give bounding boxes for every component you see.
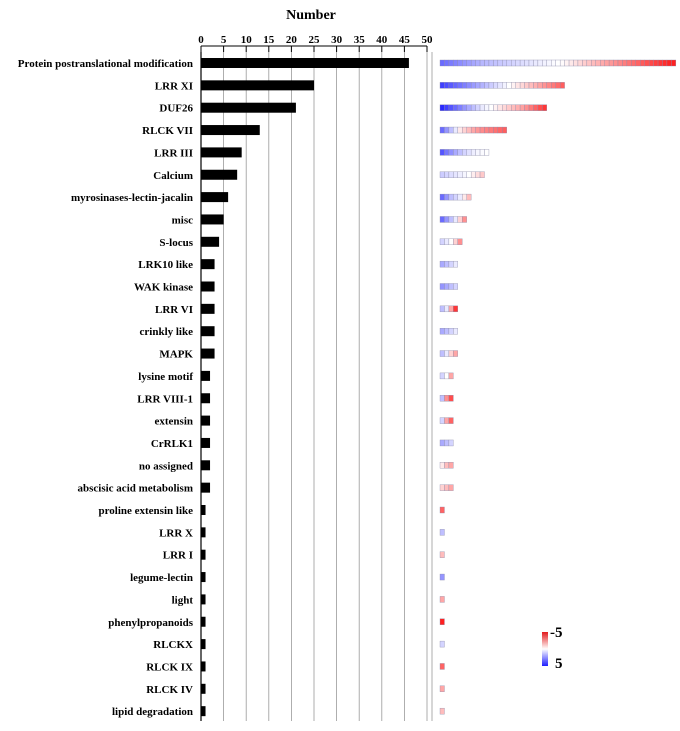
heatmap-cell (444, 60, 448, 66)
heatmap-cell (627, 60, 631, 66)
heatmap-cell (440, 507, 444, 513)
heatmap-cell (449, 462, 453, 468)
x-tick-label: 0 (198, 34, 204, 46)
x-tick-label: 30 (331, 34, 343, 46)
heatmap-cell (516, 105, 520, 111)
heatmap-cell (574, 60, 578, 66)
category-label: S-locus (159, 236, 193, 249)
heatmap-cell (467, 105, 471, 111)
heatmap-cell (462, 216, 466, 222)
x-tick-label: 45 (398, 34, 410, 46)
heatmap-cell (476, 82, 480, 88)
heatmap-cell (462, 194, 466, 200)
bar (201, 80, 314, 90)
heatmap-cell (471, 60, 475, 66)
heatmap-cell (480, 127, 484, 133)
heatmap-cell (485, 60, 489, 66)
x-tick-label: 50 (421, 34, 433, 46)
heatmap-cell (440, 395, 444, 401)
bar (201, 483, 210, 493)
heatmap-cell (542, 60, 546, 66)
heatmap-cell (622, 60, 626, 66)
heatmap-cell (440, 216, 444, 222)
heatmap-cell (609, 60, 613, 66)
category-label: no assigned (138, 460, 193, 473)
heatmap-cell (453, 149, 457, 155)
legend-label-low: 5 (555, 656, 563, 672)
heatmap-cell (458, 149, 462, 155)
heatmap-cell (462, 60, 466, 66)
heatmap-cell (520, 105, 524, 111)
heatmap-cell (440, 708, 444, 714)
heatmap-cell (467, 60, 471, 66)
heatmap-cell (511, 82, 515, 88)
heatmap-cell (462, 149, 466, 155)
heatmap-cell (440, 552, 444, 558)
heatmap-cell (444, 149, 448, 155)
heatmap-cell (449, 485, 453, 491)
category-label: crinkly like (139, 326, 193, 339)
heatmap-cell (511, 60, 515, 66)
heatmap-cell (480, 172, 484, 178)
heatmap-cell (444, 261, 448, 267)
heatmap-cell (462, 82, 466, 88)
x-tick-label: 20 (285, 34, 297, 46)
heatmap-cell (449, 373, 453, 379)
heatmap-cell (493, 105, 497, 111)
heatmap-cell (440, 105, 444, 111)
heatmap-cell (658, 60, 662, 66)
heatmap-cell (493, 82, 497, 88)
bar (201, 259, 215, 269)
heatmap-cell (485, 82, 489, 88)
heatmap-cell (444, 194, 448, 200)
heatmap-cell (449, 194, 453, 200)
chart-title: Number (286, 8, 336, 23)
bar (201, 282, 215, 292)
heatmap-cell (476, 172, 480, 178)
heatmap-cell (444, 216, 448, 222)
heatmap-cell (449, 328, 453, 334)
heatmap-cell (467, 172, 471, 178)
heatmap-cell (529, 82, 533, 88)
heatmap-cell (480, 105, 484, 111)
heatmap-cell (489, 105, 493, 111)
legend-label-high: -5 (550, 625, 563, 641)
heatmap-cell (444, 351, 448, 357)
x-axis-ticks (198, 34, 433, 52)
category-label: RLCKX (153, 639, 193, 652)
category-label: light (171, 594, 193, 607)
category-label: WAK kinase (134, 281, 193, 294)
heatmap-cell (462, 127, 466, 133)
heatmap-cell (444, 239, 448, 245)
bars (201, 58, 409, 716)
heatmap-cell (440, 149, 444, 155)
category-label: misc (171, 214, 193, 227)
heatmap-cell (458, 194, 462, 200)
heatmap-cell (449, 261, 453, 267)
heatmap-cell (476, 149, 480, 155)
heatmap-cell (502, 60, 506, 66)
bar (201, 326, 215, 336)
heatmap-cell (440, 574, 444, 580)
heatmap-cell (502, 127, 506, 133)
heatmap-cell (542, 82, 546, 88)
heatmap-cell (458, 216, 462, 222)
heatmap-cell (440, 663, 444, 669)
heatmap-cell (458, 127, 462, 133)
heatmap-cell (449, 306, 453, 312)
bar (201, 170, 237, 180)
heatmap-cell (440, 60, 444, 66)
category-label: abscisic acid metabolism (77, 482, 193, 495)
heatmap-cell (565, 60, 569, 66)
heatmap-cell (458, 82, 462, 88)
heatmap-cell (542, 105, 546, 111)
category-label: myrosinases-lectin-jacalin (70, 192, 193, 205)
heatmap-cell (631, 60, 635, 66)
heatmap-cell (476, 127, 480, 133)
heatmap-cell (520, 60, 524, 66)
bar (201, 438, 210, 448)
heatmap-cell (654, 60, 658, 66)
heatmap-cell (444, 440, 448, 446)
heatmap-cell (480, 149, 484, 155)
bar (201, 371, 210, 381)
heatmap-cell (476, 105, 480, 111)
bar (201, 460, 210, 470)
bar (201, 639, 206, 649)
bar (201, 304, 215, 314)
heatmap-cell (440, 306, 444, 312)
bar (201, 58, 409, 68)
heatmap-cell (462, 105, 466, 111)
heatmap-cell (671, 60, 675, 66)
heatmap-cell (467, 194, 471, 200)
bar (201, 550, 206, 560)
heatmap-cell (440, 261, 444, 267)
heatmap-cell (449, 82, 453, 88)
bar (201, 214, 224, 224)
bar (201, 527, 206, 537)
heatmap-cell (511, 105, 515, 111)
heatmap-cell (440, 284, 444, 290)
heatmap-cell (502, 82, 506, 88)
bar (201, 594, 206, 604)
bar (201, 147, 242, 157)
category-label: LRK10 like (138, 259, 193, 272)
heatmap-cell (440, 418, 444, 424)
heatmap-cell (640, 60, 644, 66)
category-label: phenylpropanoids (108, 616, 193, 629)
category-label: CrRLK1 (150, 437, 193, 450)
heatmap-cell (663, 60, 667, 66)
heatmap-cell (614, 60, 618, 66)
heatmap-cell (547, 82, 551, 88)
heatmap-cell (525, 82, 529, 88)
heatmap-cell (458, 60, 462, 66)
heatmap-cell (471, 127, 475, 133)
heatmap-cell (444, 395, 448, 401)
heatmap-cell (480, 60, 484, 66)
bar (201, 103, 296, 113)
heatmap-cell (453, 261, 457, 267)
bar (201, 661, 206, 671)
heatmap-cell (507, 82, 511, 88)
heatmap-cell (525, 60, 529, 66)
category-label: RLCK VII (142, 125, 193, 138)
heatmap-cell (538, 60, 542, 66)
heatmap-cell (636, 60, 640, 66)
heatmap-cell (507, 60, 511, 66)
heatmap-cell (618, 60, 622, 66)
heatmap-cell (489, 60, 493, 66)
bar (201, 125, 260, 135)
heatmap (432, 52, 676, 721)
heatmap-cell (449, 216, 453, 222)
heatmap-cell (493, 127, 497, 133)
heatmap-cell (440, 127, 444, 133)
heatmap-cell (453, 216, 457, 222)
heatmap-cell (667, 60, 671, 66)
heatmap-cell (645, 60, 649, 66)
heatmap-cell (556, 60, 560, 66)
category-label: LRR XI (154, 80, 193, 93)
heatmap-cell (449, 60, 453, 66)
heatmap-cell (440, 596, 444, 602)
heatmap-cell (498, 105, 502, 111)
heatmap-cell (551, 60, 555, 66)
heatmap-cell (453, 60, 457, 66)
heatmap-cell (440, 328, 444, 334)
heatmap-cell (453, 306, 457, 312)
category-label: MAPK (159, 348, 193, 361)
heatmap-cell (467, 149, 471, 155)
heatmap-cell (444, 328, 448, 334)
heatmap-cell (449, 351, 453, 357)
heatmap-cell (444, 373, 448, 379)
heatmap-cell (498, 60, 502, 66)
bar (201, 684, 206, 694)
heatmap-cell (560, 60, 564, 66)
category-label: LRR VIII-1 (137, 393, 193, 406)
bar (201, 393, 210, 403)
heatmap-cell (462, 172, 466, 178)
heatmap-cell (538, 105, 542, 111)
heatmap-cell (471, 82, 475, 88)
heatmap-cell (449, 239, 453, 245)
heatmap-cell (444, 418, 448, 424)
heatmap-cell (502, 105, 506, 111)
color-scale-bar (542, 632, 548, 666)
heatmap-cell (453, 82, 457, 88)
bar (201, 572, 206, 582)
category-label: legume-lectin (130, 572, 193, 585)
heatmap-cell (547, 60, 551, 66)
category-label: LRR I (162, 549, 193, 562)
x-tick-label: 25 (308, 34, 320, 46)
heatmap-cell (440, 82, 444, 88)
heatmap-cell (582, 60, 586, 66)
heatmap-cell (471, 149, 475, 155)
bar (201, 349, 215, 359)
heatmap-cell (440, 194, 444, 200)
heatmap-cell (507, 105, 511, 111)
category-labels (18, 58, 194, 718)
heatmap-cell (440, 462, 444, 468)
heatmap-cell (516, 60, 520, 66)
bar (201, 237, 219, 247)
heatmap-cell (525, 105, 529, 111)
category-label: lysine motif (138, 370, 193, 383)
heatmap-cell (596, 60, 600, 66)
x-tick-label: 5 (220, 34, 227, 46)
heatmap-cell (449, 284, 453, 290)
heatmap-cell (600, 60, 604, 66)
heatmap-cell (458, 239, 462, 245)
heatmap-cell (440, 641, 444, 647)
category-label: lipid degradation (112, 706, 193, 719)
heatmap-cell (444, 82, 448, 88)
bar (201, 505, 206, 515)
heatmap-cell (444, 306, 448, 312)
heatmap-cell (556, 82, 560, 88)
heatmap-cell (605, 60, 609, 66)
category-label: Calcium (153, 169, 193, 182)
heatmap-cell (440, 529, 444, 535)
bar (201, 617, 206, 627)
heatmap-cell (449, 149, 453, 155)
category-label: proline extensin like (98, 505, 193, 517)
heatmap-cell (569, 60, 573, 66)
heatmap-cell (444, 105, 448, 111)
category-label: LRR III (154, 147, 193, 160)
heatmap-cell (458, 105, 462, 111)
heatmap-cell (471, 172, 475, 178)
heatmap-cell (444, 172, 448, 178)
heatmap-cell (467, 127, 471, 133)
heatmap-cell (440, 351, 444, 357)
category-label: Protein postranslational modification (17, 58, 193, 70)
heatmap-cell (444, 485, 448, 491)
heatmap-cell (449, 172, 453, 178)
category-label: LRR VI (154, 303, 193, 316)
heatmap-cell (533, 82, 537, 88)
bar (201, 192, 228, 202)
heatmap-cell (498, 127, 502, 133)
heatmap-cell (551, 82, 555, 88)
x-tick-label: 10 (240, 34, 252, 46)
heatmap-cell (449, 395, 453, 401)
heatmap-cell (458, 172, 462, 178)
color-scale-legend (542, 625, 563, 672)
heatmap-cell (493, 60, 497, 66)
heatmap-cell (449, 127, 453, 133)
x-tick-label: 15 (263, 34, 275, 46)
category-label: LRR X (159, 527, 193, 540)
heatmap-cell (449, 418, 453, 424)
x-tick-label: 35 (353, 34, 365, 46)
heatmap-cell (453, 328, 457, 334)
heatmap-cell (453, 105, 457, 111)
heatmap-cell (444, 284, 448, 290)
heatmap-cell (587, 60, 591, 66)
bar (201, 416, 210, 426)
heatmap-cell (440, 686, 444, 692)
heatmap-cell (480, 82, 484, 88)
heatmap-cell (453, 351, 457, 357)
heatmap-cell (440, 440, 444, 446)
heatmap-cell (471, 105, 475, 111)
heatmap-cell (440, 239, 444, 245)
heatmap-cell (440, 485, 444, 491)
heatmap-cell (529, 60, 533, 66)
heatmap-cell (440, 373, 444, 379)
heatmap-cell (533, 60, 537, 66)
heatmap-cell (649, 60, 653, 66)
heatmap-cell (440, 619, 444, 625)
heatmap-cell (498, 82, 502, 88)
heatmap-cell (453, 284, 457, 290)
category-label: RLCK IX (146, 661, 193, 674)
heatmap-cell (591, 60, 595, 66)
category-label: RLCK IV (146, 683, 193, 696)
heatmap-cell (440, 172, 444, 178)
heatmap-cell (529, 105, 533, 111)
heatmap-cell (578, 60, 582, 66)
heatmap-cell (485, 105, 489, 111)
heatmap-cell (453, 194, 457, 200)
heatmap-cell (489, 82, 493, 88)
heatmap-cell (489, 127, 493, 133)
heatmap-cell (449, 440, 453, 446)
heatmap-cell (444, 462, 448, 468)
x-tick-label: 40 (376, 34, 388, 46)
heatmap-cell (467, 82, 471, 88)
heatmap-cell (516, 82, 520, 88)
heatmap-cell (485, 149, 489, 155)
heatmap-cell (485, 127, 489, 133)
heatmap-cell (520, 82, 524, 88)
heatmap-cell (533, 105, 537, 111)
heatmap-cell (453, 127, 457, 133)
heatmap-cell (476, 60, 480, 66)
category-label: DUF26 (159, 102, 193, 115)
heatmap-cell (560, 82, 564, 88)
heatmap-cell (453, 239, 457, 245)
heatmap-cell (449, 105, 453, 111)
heatmap-cell (453, 172, 457, 178)
category-label: extensin (154, 415, 193, 428)
heatmap-cell (538, 82, 542, 88)
bar (201, 706, 206, 716)
heatmap-cell (444, 127, 448, 133)
